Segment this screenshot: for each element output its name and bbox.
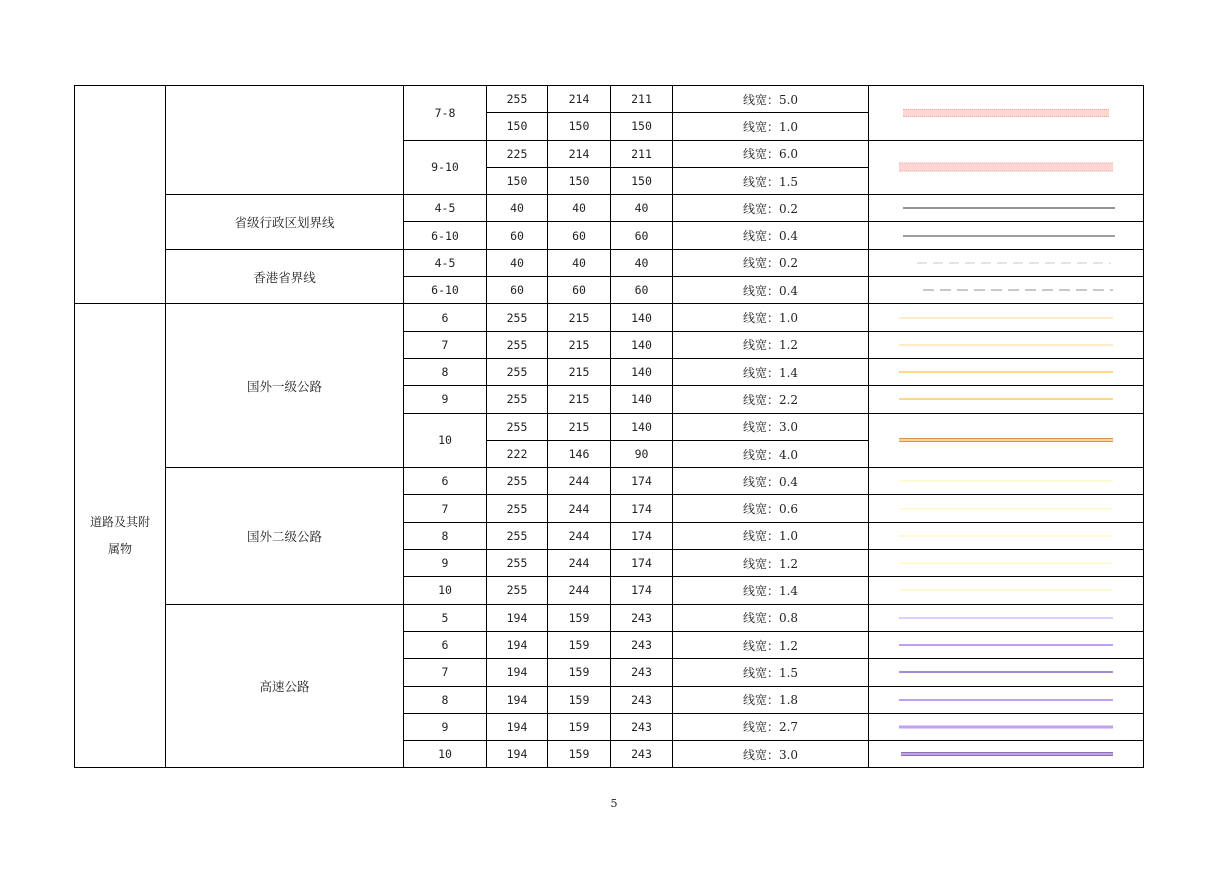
r-cell: 255 [487,304,548,331]
line-sample-cell [869,331,1144,358]
b-cell: 60 [611,222,673,249]
r-cell: 194 [487,741,548,768]
b-cell: 40 [611,195,673,222]
level-cell: 9 [404,713,487,740]
b-cell: 40 [611,249,673,276]
b-cell: 174 [611,495,673,522]
line-sample-cell [869,741,1144,768]
group-name-cell: 香港省界线 [166,249,404,304]
width-cell: 线宽：0.4 [673,468,869,495]
r-cell: 194 [487,604,548,631]
b-cell: 211 [611,140,673,167]
g-cell: 146 [548,440,611,467]
b-cell: 243 [611,631,673,658]
b-cell: 243 [611,713,673,740]
b-cell: 174 [611,522,673,549]
width-cell: 线宽：1.4 [673,358,869,385]
width-cell: 线宽：0.8 [673,604,869,631]
width-cell: 线宽：1.4 [673,577,869,604]
r-cell: 255 [487,468,548,495]
level-cell: 7 [404,495,487,522]
width-cell: 线宽：1.8 [673,686,869,713]
orange-line-sample [899,398,1113,400]
orange-line-sample [899,371,1113,373]
line-sample-cell [869,659,1144,686]
width-cell: 线宽：1.2 [673,331,869,358]
width-cell: 线宽：0.2 [673,195,869,222]
line-sample-cell [869,249,1144,276]
r-cell: 225 [487,140,548,167]
pink-dotted-line-sample [899,163,1113,172]
width-cell: 线宽：2.2 [673,386,869,413]
b-cell: 140 [611,331,673,358]
group-name-cell: 国外二级公路 [166,468,404,604]
width-cell: 线宽：2.7 [673,713,869,740]
r-cell: 255 [487,331,548,358]
g-cell: 244 [548,522,611,549]
table-row [75,604,1144,631]
table-row [75,304,1144,331]
g-cell: 159 [548,659,611,686]
g-cell: 215 [548,358,611,385]
line-sample-cell [869,195,1144,222]
r-cell: 150 [487,167,548,194]
level-cell: 10 [404,413,487,468]
level-cell: 9-10 [404,140,487,195]
purple-line-sample [899,699,1113,701]
yellow-line-sample [899,508,1113,509]
g-cell: 159 [548,686,611,713]
g-cell: 214 [548,86,611,113]
orange-line-sample [899,317,1113,318]
g-cell: 150 [548,113,611,140]
level-cell: 8 [404,686,487,713]
g-cell: 159 [548,741,611,768]
g-cell: 60 [548,277,611,304]
b-cell: 174 [611,577,673,604]
r-cell: 194 [487,686,548,713]
yellow-line-sample [899,481,1113,482]
r-cell: 40 [487,195,548,222]
group-name-cell: 高速公路 [166,604,404,768]
group-name-cell [166,86,404,195]
line-sample-cell [869,413,1144,468]
purple-line-sample [899,671,1113,673]
group-name-cell: 国外一级公路 [166,304,404,468]
line-sample-cell [869,468,1144,495]
level-cell: 5 [404,604,487,631]
width-cell: 线宽：1.0 [673,522,869,549]
level-cell: 8 [404,358,487,385]
purple-line-sample [899,725,1113,728]
width-cell: 线宽：1.0 [673,113,869,140]
table-row [75,249,1144,276]
b-cell: 243 [611,741,673,768]
g-cell: 40 [548,249,611,276]
b-cell: 140 [611,413,673,440]
b-cell: 150 [611,113,673,140]
line-sample-cell [869,686,1144,713]
level-cell: 7-8 [404,86,487,141]
r-cell: 255 [487,495,548,522]
level-cell: 6 [404,631,487,658]
line-sample-cell [869,140,1144,195]
level-cell: 6-10 [404,277,487,304]
g-cell: 60 [548,222,611,249]
line-sample-cell [869,522,1144,549]
black-line-sample [903,208,1115,209]
r-cell: 255 [487,358,548,385]
width-cell: 线宽：1.0 [673,304,869,331]
purple-line-sample [899,644,1113,646]
b-cell: 174 [611,468,673,495]
g-cell: 244 [548,468,611,495]
yellow-line-sample [899,563,1113,564]
b-cell: 174 [611,550,673,577]
r-cell: 255 [487,386,548,413]
symbology-table [74,85,1144,768]
level-cell: 4-5 [404,195,487,222]
line-sample-cell [869,222,1144,249]
g-cell: 244 [548,577,611,604]
r-cell: 255 [487,577,548,604]
b-cell: 211 [611,86,673,113]
b-cell: 60 [611,277,673,304]
level-cell: 9 [404,386,487,413]
level-cell: 6-10 [404,222,487,249]
line-sample-cell [869,631,1144,658]
width-cell: 线宽：5.0 [673,86,869,113]
g-cell: 159 [548,604,611,631]
level-cell: 7 [404,659,487,686]
page-number: 5 [610,797,618,810]
b-cell: 243 [611,604,673,631]
width-cell: 线宽：0.4 [673,277,869,304]
r-cell: 150 [487,113,548,140]
orange-cased-line-sample [899,438,1113,442]
purple-cased-line-sample [901,752,1113,756]
width-cell: 线宽：1.2 [673,550,869,577]
line-sample-cell [869,86,1144,141]
category-cell-empty [75,86,166,304]
width-cell: 线宽：1.5 [673,167,869,194]
level-cell: 10 [404,741,487,768]
level-cell: 9 [404,550,487,577]
r-cell: 40 [487,249,548,276]
g-cell: 215 [548,413,611,440]
width-cell: 线宽：3.0 [673,413,869,440]
line-sample-cell [869,604,1144,631]
category-cell: 道路及其附属物 [75,304,166,768]
width-cell: 线宽：0.2 [673,249,869,276]
line-sample-cell [869,550,1144,577]
level-cell: 7 [404,331,487,358]
g-cell: 150 [548,167,611,194]
line-sample-cell [869,277,1144,304]
g-cell: 40 [548,195,611,222]
level-cell: 8 [404,522,487,549]
b-cell: 150 [611,167,673,194]
r-cell: 222 [487,440,548,467]
r-cell: 194 [487,713,548,740]
b-cell: 243 [611,659,673,686]
width-cell: 线宽：1.2 [673,631,869,658]
line-sample-cell [869,358,1144,385]
line-sample-cell [869,386,1144,413]
level-cell: 6 [404,468,487,495]
b-cell: 140 [611,386,673,413]
r-cell: 255 [487,86,548,113]
r-cell: 194 [487,659,548,686]
level-cell: 6 [404,304,487,331]
r-cell: 60 [487,222,548,249]
r-cell: 60 [487,277,548,304]
table-row [75,86,1144,113]
g-cell: 244 [548,550,611,577]
r-cell: 255 [487,413,548,440]
gray-dashed-line-sample [917,262,1111,263]
r-cell: 255 [487,522,548,549]
pink-dotted-line-sample [903,109,1109,117]
orange-line-sample [899,344,1113,345]
width-cell: 线宽：4.0 [673,440,869,467]
g-cell: 215 [548,386,611,413]
gray-dashed-line-sample [923,289,1113,291]
line-sample-cell [869,713,1144,740]
line-sample-cell [869,577,1144,604]
line-sample-cell [869,304,1144,331]
width-cell: 线宽：0.4 [673,222,869,249]
purple-line-sample [899,617,1113,618]
b-cell: 140 [611,358,673,385]
g-cell: 244 [548,495,611,522]
width-cell: 线宽：1.5 [673,659,869,686]
b-cell: 140 [611,304,673,331]
yellow-line-sample [899,590,1113,591]
g-cell: 159 [548,631,611,658]
group-name-cell: 省级行政区划界线 [166,195,404,250]
table-row [75,195,1144,222]
width-cell: 线宽：0.6 [673,495,869,522]
yellow-line-sample [899,535,1113,536]
width-cell: 线宽：3.0 [673,741,869,768]
level-cell: 10 [404,577,487,604]
width-cell: 线宽：6.0 [673,140,869,167]
table-row [75,468,1144,495]
r-cell: 194 [487,631,548,658]
g-cell: 215 [548,331,611,358]
g-cell: 159 [548,713,611,740]
level-cell: 4-5 [404,249,487,276]
line-sample-cell [869,495,1144,522]
black-line-sample [903,235,1115,236]
g-cell: 214 [548,140,611,167]
g-cell: 215 [548,304,611,331]
b-cell: 90 [611,440,673,467]
b-cell: 243 [611,686,673,713]
r-cell: 255 [487,550,548,577]
